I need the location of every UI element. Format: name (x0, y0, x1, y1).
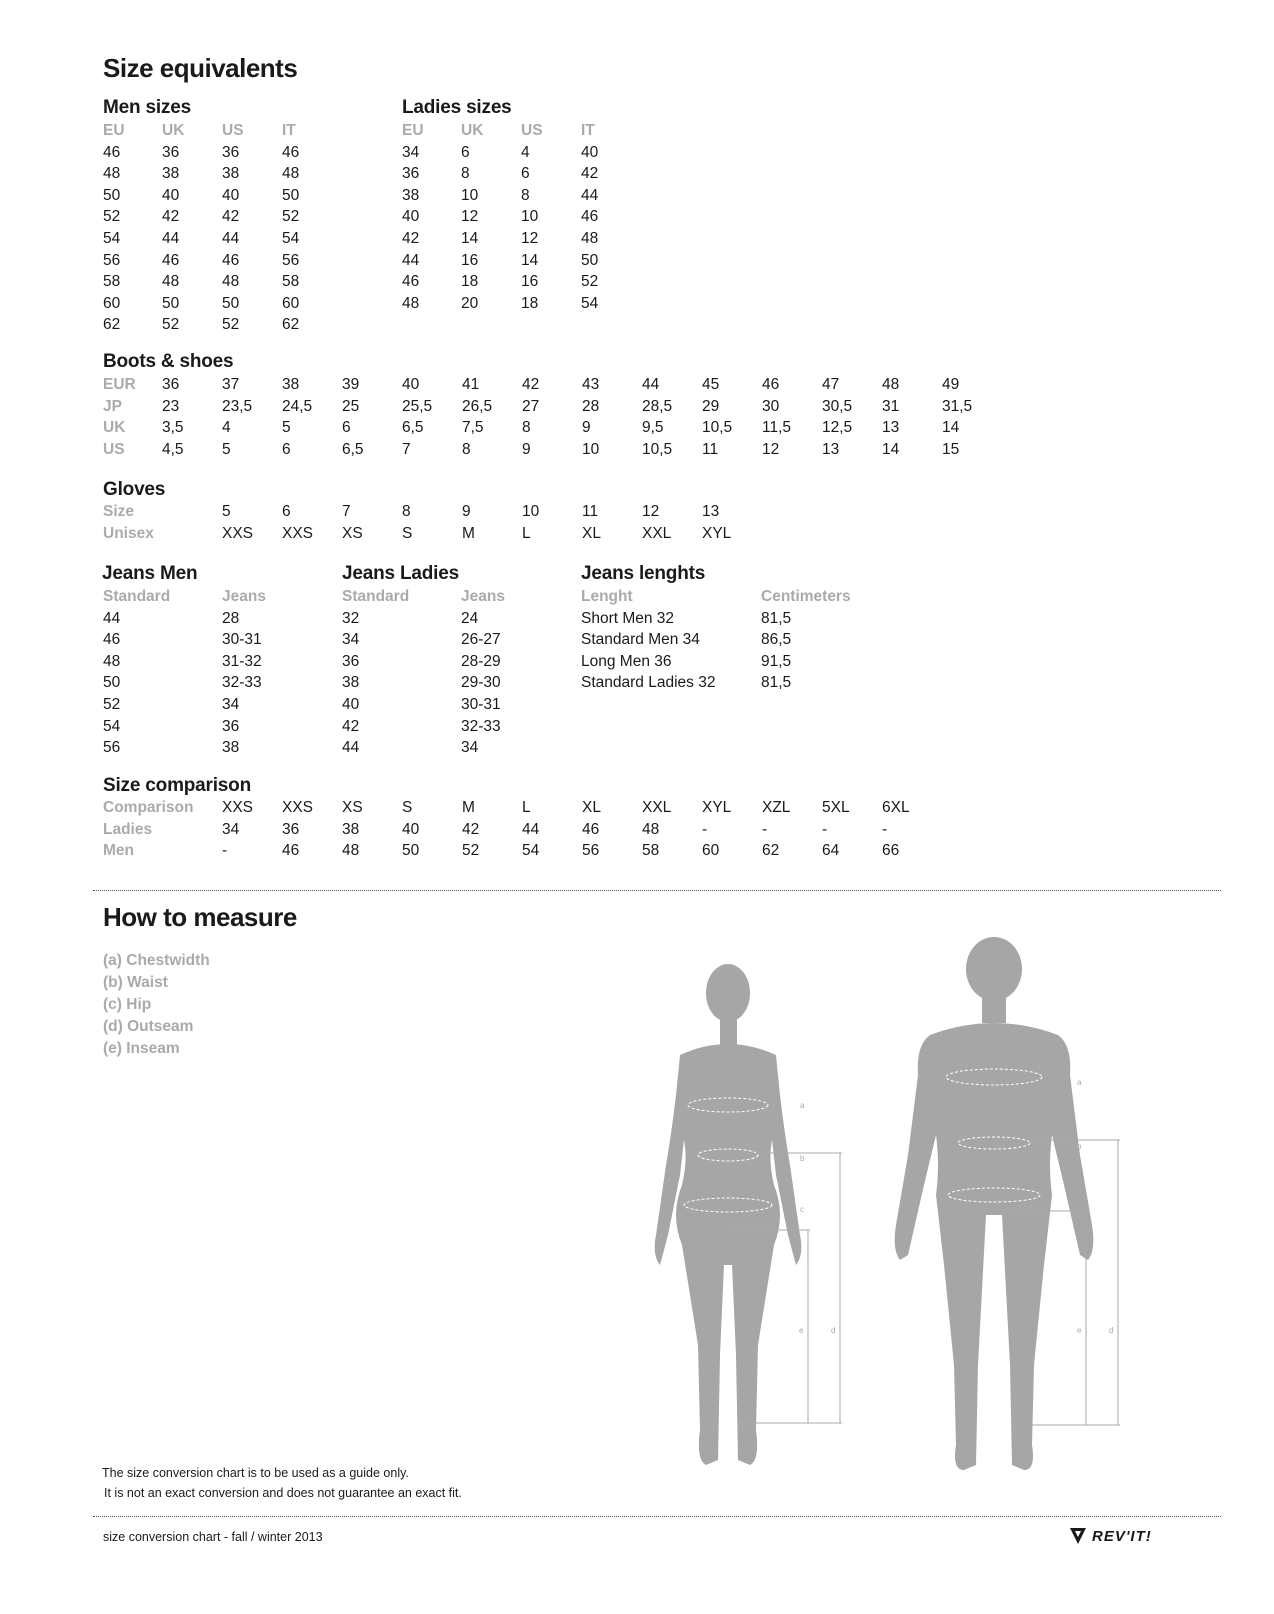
table-cell: 12 (642, 503, 660, 520)
table-cell: 42 (342, 717, 360, 735)
row-label: US (103, 440, 125, 458)
note-line-1: The size conversion chart is to be used as a guide only. (102, 1466, 409, 1480)
column-header: Jeans (222, 588, 266, 605)
table-cell: 18 (521, 294, 539, 312)
female-label-c: c (800, 1205, 804, 1214)
table-cell: 38 (222, 739, 240, 757)
table-cell: 36 (342, 652, 360, 670)
row-label: Comparison (103, 799, 194, 816)
table-cell: 13 (822, 440, 840, 458)
table-cell: 36 (222, 143, 240, 161)
table-cell: M (462, 524, 475, 542)
table-cell: 40 (402, 820, 420, 838)
table-cell: 46 (402, 273, 420, 291)
column-header: Centimeters (761, 588, 851, 605)
table-cell: 38 (402, 186, 420, 204)
table-cell: 60 (103, 294, 121, 312)
table-cell: 10 (461, 186, 479, 204)
how-to-measure-title: How to measure (103, 902, 297, 932)
table-cell: XXS (222, 524, 254, 542)
table-cell: 6 (521, 165, 530, 183)
table-cell: 11,5 (762, 419, 792, 437)
column-header: EU (103, 122, 125, 139)
table-cell: Standard Ladies 32 (581, 674, 716, 692)
table-cell: 39 (342, 376, 360, 393)
table-cell: L (522, 524, 531, 542)
table-cell: 62 (762, 842, 780, 860)
table-cell: 36 (162, 376, 180, 393)
table-cell: 10 (521, 208, 539, 226)
table-cell: 45 (702, 376, 720, 393)
table-cell: XS (342, 799, 363, 816)
table-cell: 36 (282, 820, 300, 838)
table-cell: 5XL (822, 799, 850, 816)
column-header: IT (581, 122, 595, 139)
female-figure (655, 964, 802, 1465)
table-cell: 14 (461, 229, 479, 247)
table-cell: 16 (521, 273, 539, 291)
table-cell: 38 (342, 820, 360, 838)
table-cell: 46 (282, 842, 300, 860)
table-cell: XL (582, 524, 601, 542)
footer-text: size conversion chart - fall / winter 2013 (103, 1530, 323, 1544)
table-cell: 28 (582, 397, 600, 415)
measure-item-hip: (c) Hip (103, 996, 152, 1013)
table-cell: 25,5 (402, 397, 433, 415)
table-cell: 11 (702, 440, 719, 458)
table-cell: 16 (461, 251, 479, 269)
table-cell: 50 (402, 842, 420, 860)
table-cell: 37 (222, 376, 240, 393)
ladies-sizes-title: Ladies sizes (402, 97, 512, 118)
table-cell: 12 (461, 208, 479, 226)
table-cell: XS (342, 524, 363, 542)
table-cell: 50 (103, 186, 121, 204)
jeans-men-title: Jeans Men (102, 563, 198, 584)
male-figure (895, 937, 1094, 1470)
table-cell: 12 (521, 229, 539, 247)
column-header: UK (162, 122, 185, 139)
table-cell: XXS (282, 524, 314, 542)
female-label-e: e (799, 1326, 804, 1335)
table-cell: 36 (222, 717, 240, 735)
body-measurement-figures (640, 925, 1160, 1475)
table-cell: 8 (521, 186, 530, 204)
table-cell: 5 (222, 440, 231, 458)
table-cell: 32-33 (461, 717, 501, 735)
table-cell: 62 (103, 316, 121, 334)
table-cell: XZL (762, 799, 791, 816)
table-cell: - (762, 820, 768, 838)
table-cell: XXL (642, 524, 672, 542)
table-cell: 38 (282, 376, 300, 393)
table-cell: 28,5 (642, 397, 673, 415)
table-cell: XXL (642, 799, 672, 816)
table-cell: 38 (222, 165, 240, 183)
table-cell: 44 (581, 186, 599, 204)
table-cell: 36 (162, 143, 180, 161)
table-cell: 58 (103, 273, 121, 291)
table-cell: 48 (282, 165, 300, 183)
female-label-b: b (800, 1154, 805, 1163)
table-cell: 10 (522, 503, 540, 520)
table-cell: 10 (582, 440, 600, 458)
brand-shield-icon (1068, 1526, 1088, 1546)
comparison-title: Size comparison (103, 775, 251, 796)
table-cell: 50 (282, 186, 300, 204)
table-cell: 6XL (882, 799, 910, 816)
table-cell: 46 (582, 820, 600, 838)
row-label: Men (103, 842, 134, 860)
table-cell: 44 (642, 376, 660, 393)
table-cell: 5 (222, 503, 231, 520)
footer-divider (93, 1516, 1221, 1517)
table-cell: S (402, 524, 413, 542)
table-cell: 24,5 (282, 397, 313, 415)
table-cell: 4 (521, 143, 530, 161)
table-cell: 40 (342, 695, 360, 713)
male-label-b: b (1077, 1142, 1082, 1151)
table-cell: 47 (822, 376, 840, 393)
table-cell: 46 (222, 251, 240, 269)
table-cell: 14 (942, 419, 960, 437)
page-title: Size equivalents (103, 53, 298, 83)
table-cell: 46 (162, 251, 180, 269)
table-cell: 28 (222, 609, 240, 627)
table-cell: 56 (103, 251, 121, 269)
table-cell: 44 (103, 609, 121, 627)
table-cell: 4 (222, 419, 231, 437)
table-cell: 30 (762, 397, 780, 415)
table-cell: 52 (162, 316, 180, 334)
measure-list (103, 950, 210, 1060)
male-label-a: a (1077, 1078, 1082, 1087)
table-cell: 31-32 (222, 652, 262, 670)
table-cell: 32 (342, 609, 360, 627)
table-cell: 8 (461, 165, 470, 183)
boots-title: Boots & shoes (103, 351, 234, 372)
table-cell: 81,5 (761, 609, 792, 627)
table-cell: - (222, 842, 228, 860)
table-cell: 8 (522, 419, 531, 437)
table-cell: 52 (462, 842, 480, 860)
column-header: US (222, 122, 244, 139)
table-cell: 91,5 (761, 652, 792, 670)
table-cell: 40 (222, 186, 240, 204)
table-cell: 18 (461, 273, 479, 291)
table-cell: 48 (402, 294, 420, 312)
table-cell: 11 (582, 503, 599, 520)
table-cell: 3,5 (162, 419, 184, 437)
table-cell: 29 (702, 397, 720, 415)
table-cell: 14 (882, 440, 900, 458)
table-cell: 7,5 (462, 419, 484, 437)
table-cell: 58 (642, 842, 660, 860)
table-cell: 42 (581, 165, 599, 183)
row-label: UK (103, 419, 126, 437)
table-cell: 5 (282, 419, 291, 437)
table-cell: 60 (282, 294, 300, 312)
table-cell: - (702, 820, 708, 838)
table-cell: 6 (282, 440, 291, 458)
table-cell: 24 (461, 609, 479, 627)
table-cell: 30-31 (222, 631, 262, 649)
table-cell: 12,5 (822, 419, 853, 437)
table-cell: 54 (522, 842, 540, 860)
brand-logo (1068, 1526, 1152, 1546)
table-cell: 29-30 (461, 674, 501, 692)
table-cell: 56 (282, 251, 300, 269)
table-cell: XYL (702, 799, 732, 816)
table-cell: 48 (642, 820, 660, 838)
row-label: JP (103, 397, 122, 415)
table-cell: 60 (702, 842, 720, 860)
column-header: Jeans (461, 588, 505, 605)
table-cell: 42 (222, 208, 240, 226)
table-cell: 48 (342, 842, 360, 860)
table-cell: 66 (882, 842, 900, 860)
table-cell: Long Men 36 (581, 652, 672, 670)
section-divider (93, 890, 1221, 891)
table-cell: 44 (522, 820, 540, 838)
table-cell: 7 (402, 440, 411, 458)
table-cell: 52 (282, 208, 300, 226)
table-cell: 54 (103, 229, 121, 247)
column-header: EU (402, 122, 424, 139)
female-label-d: d (831, 1326, 836, 1335)
table-cell: 46 (103, 143, 121, 161)
table-cell: 44 (162, 229, 180, 247)
table-cell: 23,5 (222, 397, 253, 415)
table-cell: 46 (762, 376, 780, 393)
jeans-ladies-title: Jeans Ladies (342, 563, 459, 584)
table-cell: 12 (762, 440, 780, 458)
table-cell: 50 (222, 294, 240, 312)
table-cell: 42 (522, 376, 540, 393)
column-header: UK (461, 122, 484, 139)
table-cell: 52 (103, 695, 121, 713)
men-sizes-title: Men sizes (103, 97, 191, 118)
table-cell: 10,5 (642, 440, 673, 458)
table-cell: 40 (402, 208, 420, 226)
table-cell: 34 (342, 631, 360, 649)
table-cell: 26-27 (461, 631, 501, 649)
table-cell: 9 (462, 503, 471, 520)
table-cell: 56 (103, 739, 121, 757)
table-cell: 54 (103, 717, 121, 735)
table-cell: 10,5 (702, 419, 733, 437)
table-cell: 6,5 (402, 419, 424, 437)
table-cell: 43 (582, 376, 600, 393)
table-cell: 26,5 (462, 397, 493, 415)
table-cell: 58 (282, 273, 300, 291)
male-label-c: c (1077, 1196, 1081, 1205)
table-cell: 34 (461, 739, 479, 757)
table-cell: 62 (282, 316, 300, 334)
table-cell: 23 (162, 397, 180, 415)
row-label: Ladies (103, 820, 153, 838)
table-cell: 40 (581, 143, 599, 161)
table-cell: 13 (702, 503, 720, 520)
brand-logo-text: REV'IT! (1092, 1527, 1152, 1545)
table-cell: 6,5 (342, 440, 364, 458)
table-cell: 14 (521, 251, 539, 269)
table-cell: 20 (461, 294, 479, 312)
table-cell: 40 (402, 376, 420, 393)
table-cell: 48 (222, 273, 240, 291)
table-cell: M (462, 799, 475, 816)
column-header: US (521, 122, 543, 139)
table-cell: XXS (282, 799, 314, 816)
table-cell: 34 (222, 695, 240, 713)
table-cell: 31 (882, 397, 900, 415)
table-cell: 30-31 (461, 695, 501, 713)
male-label-e: e (1077, 1326, 1082, 1335)
table-cell: 52 (222, 316, 240, 334)
table-cell: 46 (103, 631, 121, 649)
table-cell: 44 (402, 251, 420, 269)
table-cell: 64 (822, 842, 840, 860)
table-cell: 30,5 (822, 397, 853, 415)
table-cell: L (522, 799, 531, 816)
table-cell: XYL (702, 524, 732, 542)
jeans-lengths-title: Jeans lenghts (581, 563, 706, 584)
table-cell: - (822, 820, 828, 838)
table-cell: 38 (342, 674, 360, 692)
row-label: EUR (103, 376, 136, 393)
table-cell: 50 (162, 294, 180, 312)
table-cell: 81,5 (761, 674, 792, 692)
note-line-2: It is not an exact conversion and does not guarantee an exact fit. (104, 1486, 462, 1500)
table-cell: 46 (282, 143, 300, 161)
measure-item-inseam: (e) Inseam (103, 1040, 180, 1057)
column-header: Lenght (581, 588, 633, 605)
column-header: IT (282, 122, 296, 139)
table-cell: 44 (342, 739, 360, 757)
table-cell: 32-33 (222, 674, 262, 692)
table-cell: 48 (882, 376, 900, 393)
table-cell: 13 (882, 419, 900, 437)
table-cell: 28-29 (461, 652, 501, 670)
table-cell: 41 (462, 376, 480, 393)
table-cell: 27 (522, 397, 540, 415)
table-cell: 6 (282, 503, 291, 520)
gloves-title: Gloves (103, 479, 166, 500)
row-label: Unisex (103, 524, 154, 542)
table-cell: 9 (582, 419, 591, 437)
table-cell: 8 (402, 503, 411, 520)
table-cell: 52 (103, 208, 121, 226)
table-cell: 38 (162, 165, 180, 183)
measure-item-outseam: (d) Outseam (103, 1018, 194, 1035)
table-cell: 15 (942, 440, 960, 458)
table-cell: 56 (582, 842, 600, 860)
table-cell: 34 (402, 143, 420, 161)
table-cell: 34 (222, 820, 240, 838)
table-cell: 36 (402, 165, 420, 183)
table-cell: 46 (581, 208, 599, 226)
column-header: Standard (342, 588, 410, 605)
table-cell: 6 (461, 143, 470, 161)
table-cell: 50 (103, 674, 121, 692)
row-label: Size (103, 503, 135, 520)
table-cell: 9,5 (642, 419, 664, 437)
measure-item-waist: (b) Waist (103, 974, 168, 991)
table-cell: Standard Men 34 (581, 631, 700, 649)
table-cell: 48 (581, 229, 599, 247)
table-cell: XXS (222, 799, 254, 816)
table-cell: S (402, 799, 413, 816)
table-cell: 48 (103, 165, 121, 183)
table-cell: Short Men 32 (581, 609, 675, 627)
table-cell: 42 (402, 229, 420, 247)
table-cell: 86,5 (761, 631, 792, 649)
male-label-d: d (1109, 1326, 1114, 1335)
table-cell: 48 (162, 273, 180, 291)
table-cell: - (882, 820, 888, 838)
table-cell: 54 (282, 229, 300, 247)
table-cell: 25 (342, 397, 360, 415)
table-cell: 9 (522, 440, 531, 458)
measure-item-chest: (a) Chestwidth (103, 952, 210, 969)
table-cell: 31,5 (942, 397, 973, 415)
table-cell: 52 (581, 273, 599, 291)
table-cell: 54 (581, 294, 599, 312)
table-cell: XL (582, 799, 601, 816)
table-cell: 40 (162, 186, 180, 204)
table-cell: 8 (462, 440, 471, 458)
table-cell: 50 (581, 251, 599, 269)
table-cell: 6 (342, 419, 351, 437)
table-cell: 48 (103, 652, 121, 670)
table-cell: 49 (942, 376, 960, 393)
table-cell: 44 (222, 229, 240, 247)
table-cell: 7 (342, 503, 351, 520)
table-cell: 42 (462, 820, 480, 838)
female-label-a: a (800, 1101, 805, 1110)
column-header: Standard (103, 588, 171, 605)
table-cell: 42 (162, 208, 180, 226)
table-cell: 4,5 (162, 440, 184, 458)
